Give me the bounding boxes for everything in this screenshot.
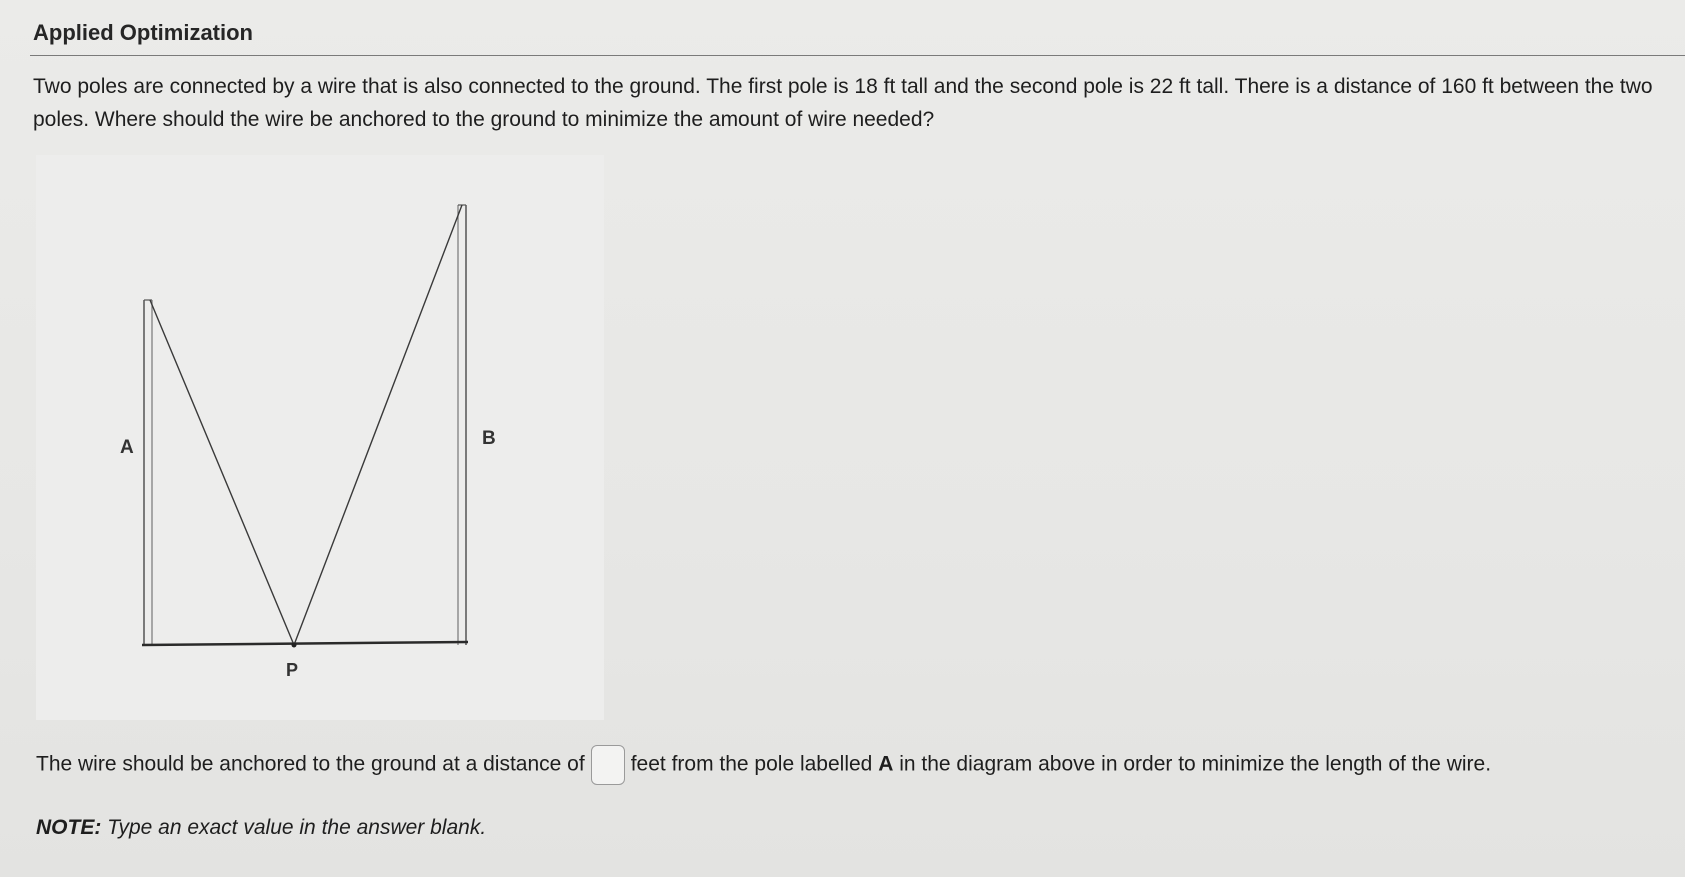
answer-suffix-2: in the diagram above in order to minimize the length of the wire. [899,752,1492,776]
label-b: B [482,428,496,449]
wire [150,205,462,645]
answer-prefix: The wire should be anchored to the ground at a distance of [36,752,585,776]
label-p: P [286,660,299,680]
pole-diagram-svg [36,155,604,720]
answer-suffix-1: feet from the pole labelled [630,752,873,776]
ground-line [142,642,468,645]
note [36,816,486,840]
answer-input[interactable] [591,745,625,785]
title-divider [30,55,1685,56]
note-label: NOTE: [36,816,102,839]
answer-suffix-bold: A [878,752,894,776]
answer-sentence [36,745,1656,785]
label-a: A [120,437,134,458]
pole-diagram [36,155,604,720]
question-text: Two poles are connected by a wire that is also connected to the ground. The first pole is 18 ft tall and the second pole is 22 ft tall. There is a distance of 160 ft between the two poles. Where should the wire be anchored to the ground to minimize the amount of wire needed? [33,75,1653,131]
note-text: Type an exact value in the answer blank. [107,816,487,839]
page-title: Applied Optimization [33,20,253,45]
anchor-point-p [292,643,297,648]
